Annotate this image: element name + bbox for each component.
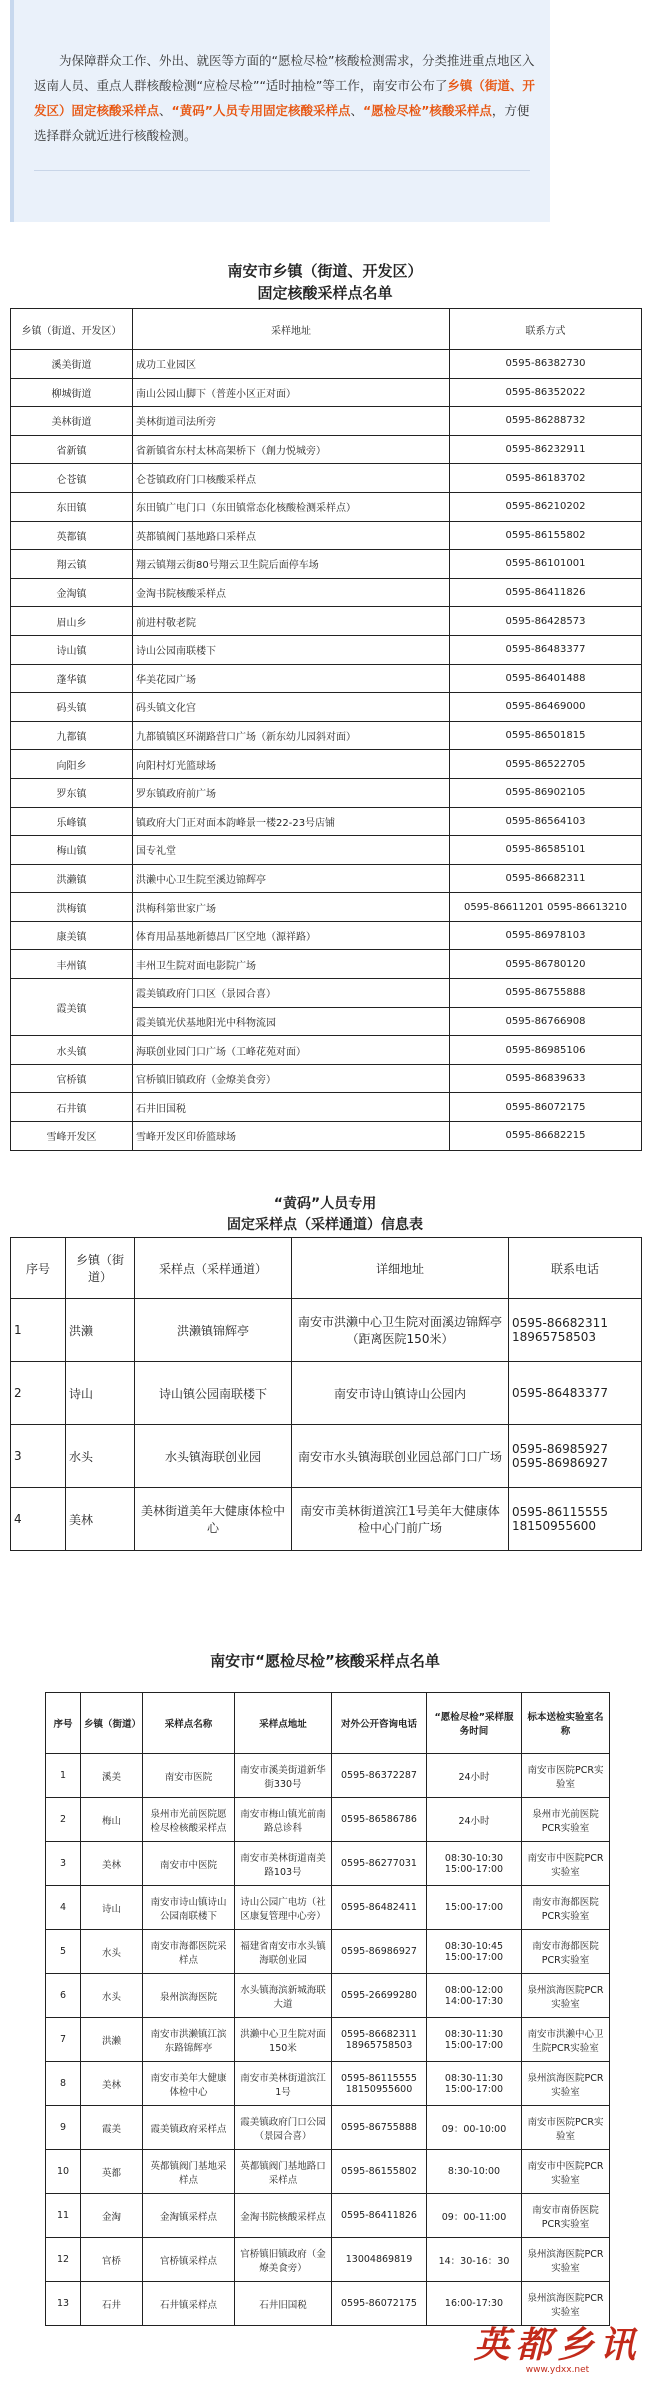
table2-site-cell: 洪濑镇锦辉亭 (135, 1299, 292, 1362)
table1-header-address: 采样地址 (133, 309, 450, 350)
table1-address-cell: 海联创业园门口广场（工峰花苑对面） (133, 1036, 450, 1065)
table3-no-cell: 1 (46, 1754, 81, 1798)
table1-town-cell: 英都镇 (11, 521, 133, 550)
table3-no-cell: 3 (46, 1842, 81, 1886)
table2-no-cell: 2 (11, 1362, 66, 1425)
table3-site-cell: 泉州市光前医院愿检尽检核酸采样点 (143, 1798, 235, 1842)
table1-contact-cell: 0595-86101001 (450, 550, 642, 579)
table1-contact-cell: 0595-86382730 (450, 350, 642, 379)
table3-lab-cell: 南安市洪濑中心卫生院PCR实验室 (522, 2018, 610, 2062)
table2-row (11, 1425, 642, 1488)
table2-address-cell: 南安市诗山镇诗山公园内 (292, 1362, 509, 1425)
table3-time-cell: 14：30-16：30 (427, 2238, 522, 2282)
table3-row (46, 1754, 610, 1798)
table2-town-cell: 诗山 (66, 1362, 135, 1425)
table1-address-cell: 华美花园广场 (133, 664, 450, 693)
table3-header-lab: 标本送检实验室名称 (522, 1693, 610, 1754)
table3-site-cell: 泉州滨海医院 (143, 1974, 235, 2018)
table2-header-address: 详细地址 (292, 1238, 509, 1299)
table1-contact-cell: 0595-86755888 (450, 979, 642, 1008)
table3-lab-cell: 泉州滨海医院PCR实验室 (522, 2238, 610, 2282)
table3-time-cell: 16:00-17:30 (427, 2282, 522, 2326)
table2-header-no: 序号 (11, 1238, 66, 1299)
table1-town-cell: 雪峰开发区 (11, 1122, 133, 1151)
table3-town-cell: 溪美 (81, 1754, 143, 1798)
table3-phone-cell: 0595-86482411 (332, 1886, 427, 1930)
table3-site-cell: 南安市医院 (143, 1754, 235, 1798)
table1-town-cell: 梅山镇 (11, 836, 133, 865)
table1-address-cell: 东田镇广电门口（东田镇常态化核酸检测采样点） (133, 492, 450, 521)
table2-town-cell: 水头 (66, 1425, 135, 1488)
table3-phone-cell: 13004869819 (332, 2238, 427, 2282)
table2-phone-cell: 0595-86483377 (509, 1362, 642, 1425)
table1-address-cell: 罗东镇政府前广场 (133, 778, 450, 807)
table3-row (46, 2282, 610, 2326)
willing-test-table (45, 1692, 610, 2326)
table3-lab-cell: 南安市海都医院PCR实验室 (522, 1930, 610, 1974)
table3-header-town: 乡镇（街道） (81, 1693, 143, 1754)
yellow-code-table (10, 1237, 642, 1551)
table2-title-1: “黄码”人员专用 (273, 1196, 377, 1212)
table3-no-cell: 11 (46, 2194, 81, 2238)
table1-town-cell: 码头镇 (11, 693, 133, 722)
table3-row (46, 2194, 610, 2238)
table1-row (11, 464, 642, 493)
table1-town-cell: 水头镇 (11, 1036, 133, 1065)
table3-time-cell: 08:30-10:30 15:00-17:00 (427, 1842, 522, 1886)
table1-address-cell: 成功工业园区 (133, 350, 450, 379)
table1-contact-cell: 0595-86682311 (450, 864, 642, 893)
table2-town-cell: 美林 (66, 1488, 135, 1551)
table3-no-cell: 12 (46, 2238, 81, 2282)
table3-phone-cell: 0595-86277031 (332, 1842, 427, 1886)
table1-contact-cell: 0595-86428573 (450, 607, 642, 636)
table3-address-cell: 福建省南安市水头镇海联创业园 (235, 1930, 332, 1974)
table3-site-cell: 南安市海都医院采样点 (143, 1930, 235, 1974)
table1-row (11, 807, 642, 836)
table3-address-cell: 石井旧国税 (235, 2282, 332, 2326)
highlight-1: 乡镇（街道、开发区）固定核酸采样点 (34, 78, 535, 118)
table3-phone-cell: 0595-86155802 (332, 2150, 427, 2194)
table3-site-cell: 英都镇阀门基地采样点 (143, 2150, 235, 2194)
table1-address-cell: 镇政府大门正对面本韵峰景一楼22-23号店铺 (133, 807, 450, 836)
table3-address-cell: 洪濑中心卫生院对面150米 (235, 2018, 332, 2062)
table1-contact-cell: 0595-86210202 (450, 492, 642, 521)
table1-row (11, 1064, 642, 1093)
table2-address-cell: 南安市水头镇海联创业园总部门口广场 (292, 1425, 509, 1488)
table3-time-cell: 09：00-10:00 (427, 2106, 522, 2150)
table3-time-cell: 08:30-11:30 15:00-17:00 (427, 2062, 522, 2106)
table3-no-cell: 10 (46, 2150, 81, 2194)
table3-phone-cell: 0595-86115555 18150955600 (332, 2062, 427, 2106)
table3-town-cell: 诗山 (81, 1886, 143, 1930)
table3-no-cell: 8 (46, 2062, 81, 2106)
table3-time-cell: 09：00-11:00 (427, 2194, 522, 2238)
table3-phone-cell: 0595-26699280 (332, 1974, 427, 2018)
table3-address-cell: 南安市美林街道南美路103号 (235, 1842, 332, 1886)
table2-header-phone: 联系电话 (509, 1238, 642, 1299)
table3-row (46, 2062, 610, 2106)
table2-row (11, 1299, 642, 1362)
table1-contact-cell: 0595-86564103 (450, 807, 642, 836)
table1-row (11, 578, 642, 607)
table1-row (11, 1122, 642, 1151)
table2-address-cell: 南安市美林街道滨江1号美年大健康体检中心门前广场 (292, 1488, 509, 1551)
table1-row (11, 550, 642, 579)
table1-town-cell: 洪濑镇 (11, 864, 133, 893)
table3-lab-cell: 泉州滨海医院PCR实验室 (522, 1974, 610, 2018)
table2-phone-cell: 0595-86985927 0595-86986927 (509, 1425, 642, 1488)
table1-town-cell: 乐峰镇 (11, 807, 133, 836)
table3-header-time: “愿检尽检”采样服务时间 (427, 1693, 522, 1754)
table1-header-row (11, 309, 642, 350)
table1-row (11, 635, 642, 664)
table1-address-cell: 前进村敬老院 (133, 607, 450, 636)
table3-title: 南安市“愿检尽检”核酸采样点名单 (210, 1652, 440, 1670)
table1-row (11, 921, 642, 950)
table3-row (46, 1886, 610, 1930)
table2-title-2: 固定采样点（采样通道）信息表 (227, 1217, 423, 1233)
table1-header-town: 乡镇（街道、开发区） (11, 309, 133, 350)
table1-contact-cell: 0595-86766908 (450, 1007, 642, 1036)
table3-no-cell: 13 (46, 2282, 81, 2326)
sampling-sites-table (10, 308, 642, 1151)
table1-address-cell: 国专礼堂 (133, 836, 450, 865)
table1-address-cell: 翔云镇翔云街80号翔云卫生院后面停车场 (133, 550, 450, 579)
table3-phone-cell: 0595-86586786 (332, 1798, 427, 1842)
table3-no-cell: 7 (46, 2018, 81, 2062)
table3-header-site: 采样点名称 (143, 1693, 235, 1754)
table3-phone-cell: 0595-86411826 (332, 2194, 427, 2238)
table3-town-cell: 洪濑 (81, 2018, 143, 2062)
table3-address-cell: 英都镇阀门基地路口采样点 (235, 2150, 332, 2194)
table1-contact-cell: 0595-86411826 (450, 578, 642, 607)
table1-contact-cell: 0595-86072175 (450, 1093, 642, 1122)
table3-lab-cell: 南安市南侨医院PCR实验室 (522, 2194, 610, 2238)
table3-time-cell: 08:00-12:00 14:00-17:30 (427, 1974, 522, 2018)
table3-lab-cell: 南安市海都医院PCR实验室 (522, 1886, 610, 1930)
table1-town-cell: 翔云镇 (11, 550, 133, 579)
table3-lab-cell: 南安市中医院PCR实验室 (522, 1842, 610, 1886)
table1-town-cell: 蓬华镇 (11, 664, 133, 693)
table1-row (11, 950, 642, 979)
table3-town-cell: 美林 (81, 1842, 143, 1886)
table1-contact-cell: 0595-86483377 (450, 635, 642, 664)
table3-town-cell: 金淘 (81, 2194, 143, 2238)
table1-address-cell: 官桥镇旧镇政府（金燎美食旁） (133, 1064, 450, 1093)
table1-contact-cell: 0595-86978103 (450, 921, 642, 950)
table3-lab-cell: 南安市医院PCR实验室 (522, 1754, 610, 1798)
table3-address-cell: 霞美镇政府门口公园（景园合喜） (235, 2106, 332, 2150)
watermark-url: www.ydxx.net (525, 2365, 590, 2375)
table1-town-cell: 官桥镇 (11, 1064, 133, 1093)
table2-town-cell: 洪濑 (66, 1299, 135, 1362)
table1-row (11, 979, 642, 1008)
table1-contact-cell: 0595-86585101 (450, 836, 642, 865)
table1-row (11, 1036, 642, 1065)
table1-contact-cell: 0595-86401488 (450, 664, 642, 693)
table3-time-cell: 24小时 (427, 1754, 522, 1798)
table1-contact-cell: 0595-86469000 (450, 693, 642, 722)
table1-address-cell: 省新镇省东村太林高架桥下（創力悦城旁） (133, 435, 450, 464)
table3-address-cell: 诗山公园广电坊（社区康复管理中心旁） (235, 1886, 332, 1930)
table3-town-cell: 英都 (81, 2150, 143, 2194)
table1-row (11, 778, 642, 807)
table3-phone-cell: 0595-86372287 (332, 1754, 427, 1798)
table2-address-cell: 南安市洪濑中心卫生院对面溪边锦辉亭（距离医院150米） (292, 1299, 509, 1362)
table1-address-cell: 向阳村灯光篮球场 (133, 750, 450, 779)
table3-site-cell: 石井镇采样点 (143, 2282, 235, 2326)
table3-town-cell: 美林 (81, 2062, 143, 2106)
table2-site-cell: 水头镇海联创业园 (135, 1425, 292, 1488)
table3-header-no: 序号 (46, 1693, 81, 1754)
table1-address-cell: 洪梅科第世家广场 (133, 893, 450, 922)
table1-address-cell: 南山公园山脚下（普莲小区正对面） (133, 378, 450, 407)
table3-lab-cell: 泉州滨海医院PCR实验室 (522, 2282, 610, 2326)
table1-town-cell: 霞美镇 (11, 979, 133, 1036)
table3-lab-cell: 泉州市光前医院PCR实验室 (522, 1798, 610, 1842)
table1-contact-cell: 0595-86682215 (450, 1122, 642, 1151)
table1-row (11, 893, 642, 922)
table3-phone-cell: 0595-86072175 (332, 2282, 427, 2326)
table3-site-cell: 官桥镇采样点 (143, 2238, 235, 2282)
table1-contact-cell: 0595-86183702 (450, 464, 642, 493)
table3-town-cell: 水头 (81, 1974, 143, 2018)
table1-town-cell: 洪梅镇 (11, 893, 133, 922)
table1-town-cell: 仑苍镇 (11, 464, 133, 493)
table1-address-cell: 美林街道司法所旁 (133, 407, 450, 436)
table1-town-cell: 金淘镇 (11, 578, 133, 607)
table1-row (11, 836, 642, 865)
table3-site-cell: 南安市洪濑镇江滨东路锦辉亭 (143, 2018, 235, 2062)
table1-row (11, 1093, 642, 1122)
table1-address-cell: 仑苍镇政府门口核酸采样点 (133, 464, 450, 493)
table1-contact-cell: 0595-86288732 (450, 407, 642, 436)
table3-row (46, 2018, 610, 2062)
table1-row (11, 864, 642, 893)
table1-row (11, 721, 642, 750)
table1-contact-cell: 0595-86352022 (450, 378, 642, 407)
table1-town-cell: 罗东镇 (11, 778, 133, 807)
table3-address-cell: 水头镇海滨新城海联大道 (235, 1974, 332, 2018)
table1-row (11, 350, 642, 379)
table3-town-cell: 霞美 (81, 2106, 143, 2150)
table3-phone-cell: 0595-86986927 (332, 1930, 427, 1974)
table3-town-cell: 官桥 (81, 2238, 143, 2282)
table1-contact-cell: 0595-86780120 (450, 950, 642, 979)
table1-row (11, 750, 642, 779)
table3-time-cell: 24小时 (427, 1798, 522, 1842)
table1-town-cell: 石井镇 (11, 1093, 133, 1122)
table3-no-cell: 9 (46, 2106, 81, 2150)
table3-address-cell: 南安市梅山镇光前南路总诊科 (235, 1798, 332, 1842)
table1-address-cell: 霞美镇政府门口区（景园合喜） (133, 979, 450, 1008)
table2-site-cell: 诗山镇公园南联楼下 (135, 1362, 292, 1425)
table3-lab-cell: 南安市医院PCR实验室 (522, 2106, 610, 2150)
table3-header-phone: 对外公开咨询电话 (332, 1693, 427, 1754)
table3-no-cell: 2 (46, 1798, 81, 1842)
table1-address-cell: 码头镇文化宫 (133, 693, 450, 722)
table3-header-row (46, 1693, 610, 1754)
table1-town-cell: 溪美街道 (11, 350, 133, 379)
table3-row (46, 2106, 610, 2150)
table1-contact-cell: 0595-86522705 (450, 750, 642, 779)
highlight-3: “愿检尽检”核酸采样点 (362, 103, 492, 118)
table3-lab-cell: 南安市中医院PCR实验室 (522, 2150, 610, 2194)
table2-site-cell: 美林街道美年大健康体检中心 (135, 1488, 292, 1551)
table1-address-cell: 英都镇阀门基地路口采样点 (133, 521, 450, 550)
table1-town-cell: 省新镇 (11, 435, 133, 464)
table3-no-cell: 4 (46, 1886, 81, 1930)
table1-row (11, 492, 642, 521)
table3-row (46, 1842, 610, 1886)
table1-contact-cell: 0595-86611201 0595-86613210 (450, 893, 642, 922)
table1-town-cell: 康美镇 (11, 921, 133, 950)
table3-phone-cell: 0595-86682311 18965758503 (332, 2018, 427, 2062)
intro-paragraph: 为保障群众工作、外出、就医等方面的“愿检尽检”核酸检测需求，分类推进重点地区入返南人员、重点人群核酸检测“应检尽检”“适时抽检”等工作，南安市公布了乡镇（街道、开发区）固定核酸采样点、“黄码”人员专用固定核酸采样点、“愿检尽检”核酸采样点，方便选择群众就近进行核酸检测。 (34, 53, 535, 143)
table1-contact-cell: 0595-86985106 (450, 1036, 642, 1065)
table1-contact-cell: 0595-86155802 (450, 521, 642, 550)
table3-address-cell: 南安市美林街道滨江1号 (235, 2062, 332, 2106)
table1-title-1: 南安市乡镇（街道、开发区） (227, 262, 423, 280)
table1-address-cell: 丰州卫生院对面电影院广场 (133, 950, 450, 979)
table2-header-town: 乡镇（街道） (66, 1238, 135, 1299)
table1-title-2: 固定核酸采样点名单 (257, 284, 393, 302)
table1-address-cell: 体育用品基地新德昌厂区空地（源祥路） (133, 921, 450, 950)
table3-no-cell: 5 (46, 1930, 81, 1974)
table1-row (11, 521, 642, 550)
table3-row (46, 1930, 610, 1974)
table3-site-cell: 金淘镇采样点 (143, 2194, 235, 2238)
table2-no-cell: 3 (11, 1425, 66, 1488)
table1-header-contact: 联系方式 (450, 309, 642, 350)
table3-row (46, 1798, 610, 1842)
table1-contact-cell: 0595-86839633 (450, 1064, 642, 1093)
table1-contact-cell: 0595-86232911 (450, 435, 642, 464)
table1-address-cell: 九都镇镇区环湖路营口广场（新东幼儿园斜对面） (133, 721, 450, 750)
table2-no-cell: 1 (11, 1299, 66, 1362)
table1-row (11, 435, 642, 464)
table1-address-cell: 诗山公园南联楼下 (133, 635, 450, 664)
table3-phone-cell: 0595-86755888 (332, 2106, 427, 2150)
table1-contact-cell: 0595-86501815 (450, 721, 642, 750)
table1-town-cell: 眉山乡 (11, 607, 133, 636)
table1-row (11, 693, 642, 722)
watermark-title: 英都乡讯 (473, 2324, 642, 2366)
table3-row (46, 1974, 610, 2018)
table1-town-cell: 美林街道 (11, 407, 133, 436)
table2-row (11, 1488, 642, 1551)
table1-town-cell: 丰州镇 (11, 950, 133, 979)
table3-town-cell: 石井 (81, 2282, 143, 2326)
table3-row (46, 2238, 610, 2282)
table1-town-cell: 东田镇 (11, 492, 133, 521)
table1-address-cell: 洪濑中心卫生院至溪边锦辉亭 (133, 864, 450, 893)
table3-address-cell: 南安市溪美街道新华街330号 (235, 1754, 332, 1798)
table3-time-cell: 8:30-10:00 (427, 2150, 522, 2194)
table1-town-cell: 柳城街道 (11, 378, 133, 407)
table3-site-cell: 霞美镇政府采样点 (143, 2106, 235, 2150)
table1-town-cell: 九都镇 (11, 721, 133, 750)
table1-row (11, 378, 642, 407)
table3-no-cell: 6 (46, 1974, 81, 2018)
table3-site-cell: 南安市诗山镇诗山公园南联楼下 (143, 1886, 235, 1930)
table1-town-cell: 诗山镇 (11, 635, 133, 664)
table3-town-cell: 水头 (81, 1930, 143, 1974)
table3-address-cell: 官桥镇旧镇政府（金燎美食旁） (235, 2238, 332, 2282)
table2-header-site: 采样点（采样通道） (135, 1238, 292, 1299)
table3-time-cell: 08:30-11:30 15:00-17:00 (427, 2018, 522, 2062)
watermark-logo (470, 2325, 645, 2375)
table3-lab-cell: 泉州滨海医院PCR实验室 (522, 2062, 610, 2106)
intro-box (10, 0, 550, 222)
table3-address-cell: 金淘书院核酸采样点 (235, 2194, 332, 2238)
table3-row (46, 2150, 610, 2194)
table3-site-cell: 南安市美年大健康体检中心 (143, 2062, 235, 2106)
table1-address-cell: 雪峰开发区印侨篮球场 (133, 1122, 450, 1151)
highlight-2: “黄码”人员专用固定核酸采样点 (171, 103, 351, 118)
table1-address-cell: 金淘书院核酸采样点 (133, 578, 450, 607)
table1-address-cell: 石井旧国税 (133, 1093, 450, 1122)
intro-divider (34, 170, 530, 171)
table3-time-cell: 15:00-17:00 (427, 1886, 522, 1930)
table3-time-cell: 08:30-10:45 15:00-17:00 (427, 1930, 522, 1974)
table1-address-cell: 霞美镇光伏基地阳光中科物流园 (133, 1007, 450, 1036)
table1-row (11, 664, 642, 693)
table1-town-cell: 向阳乡 (11, 750, 133, 779)
table2-header-row (11, 1238, 642, 1299)
table1-row (11, 407, 642, 436)
table3-header-address: 采样点地址 (235, 1693, 332, 1754)
table3-site-cell: 南安市中医院 (143, 1842, 235, 1886)
table1-row (11, 607, 642, 636)
table2-phone-cell: 0595-86115555 18150955600 (509, 1488, 642, 1551)
table2-no-cell: 4 (11, 1488, 66, 1551)
table2-phone-cell: 0595-86682311 18965758503 (509, 1299, 642, 1362)
table1-contact-cell: 0595-86902105 (450, 778, 642, 807)
table3-town-cell: 梅山 (81, 1798, 143, 1842)
table2-row (11, 1362, 642, 1425)
